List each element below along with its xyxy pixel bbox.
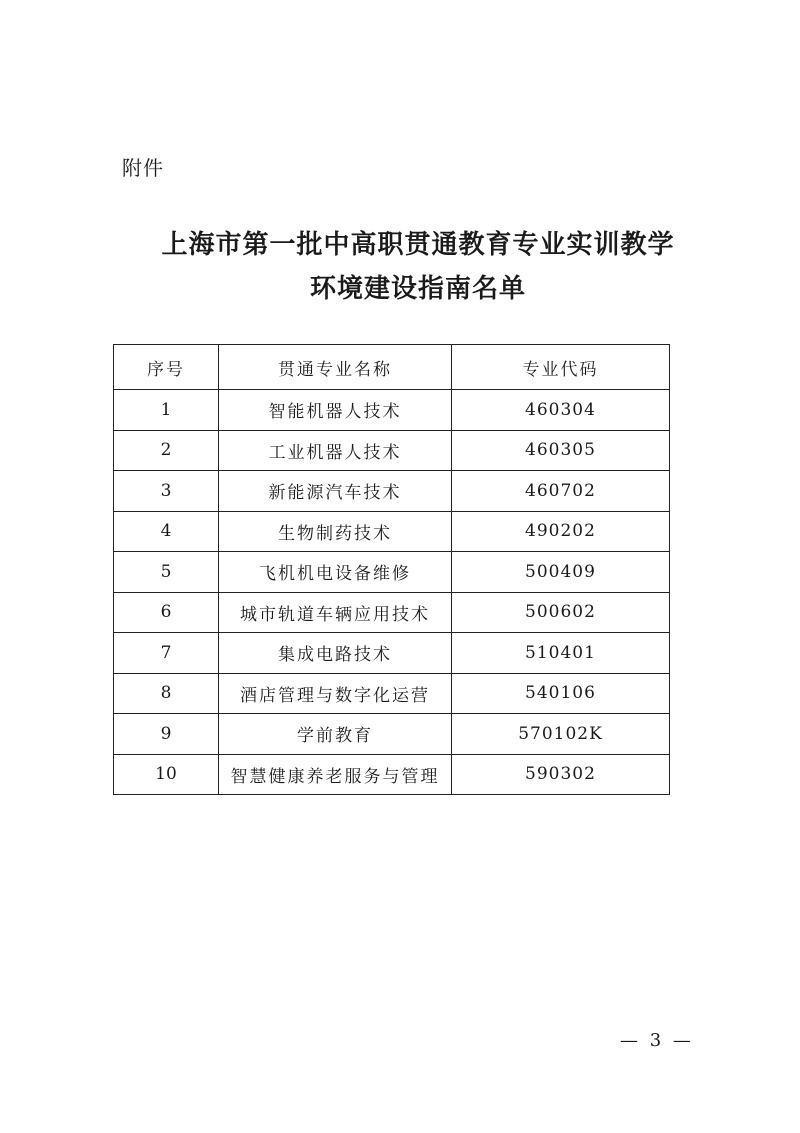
table-row (114, 673, 670, 714)
table-row (114, 714, 670, 755)
row-major-name: 城市轨道车辆应用技术 (219, 592, 452, 633)
row-major-code: 490202 (452, 511, 670, 552)
row-major-name: 工业机器人技术 (219, 430, 452, 471)
document-title-line-1: 上海市第一批中高职贯通教育专业实训教学 (161, 230, 675, 260)
row-major-name: 飞机机电设备维修 (219, 552, 452, 593)
row-index: 8 (114, 673, 219, 714)
table-row (114, 592, 670, 633)
row-major-name: 酒店管理与数字化运营 (219, 673, 452, 714)
table-row (114, 430, 670, 471)
row-major-name: 学前教育 (219, 714, 452, 755)
row-major-code: 460305 (452, 430, 670, 471)
table-header-row (114, 345, 670, 390)
row-major-code: 510401 (452, 633, 670, 674)
row-index: 1 (114, 390, 219, 431)
row-major-name: 智慧健康养老服务与管理 (219, 754, 452, 795)
table-row (114, 471, 670, 512)
header-major-code: 专业代码 (452, 345, 670, 390)
row-major-name: 集成电路技术 (219, 633, 452, 674)
page-number: — 3 — (620, 1030, 694, 1051)
table-row (114, 754, 670, 795)
table-row (114, 390, 670, 431)
row-index: 9 (114, 714, 219, 755)
row-index: 4 (114, 511, 219, 552)
row-index: 7 (114, 633, 219, 674)
document-title-line-2: 环境建设指南名单 (309, 274, 526, 304)
table-row (114, 511, 670, 552)
row-major-code: 460702 (452, 471, 670, 512)
row-major-code: 590302 (452, 754, 670, 795)
row-index: 5 (114, 552, 219, 593)
row-major-code: 500602 (452, 592, 670, 633)
row-major-name: 生物制药技术 (219, 511, 452, 552)
row-major-code: 460304 (452, 390, 670, 431)
table-row (114, 633, 670, 674)
row-index: 3 (114, 471, 219, 512)
row-major-code: 500409 (452, 552, 670, 593)
row-index: 10 (114, 754, 219, 795)
row-major-code: 570102K (452, 714, 670, 755)
attachment-label: 附件 (122, 156, 164, 180)
row-major-name: 新能源汽车技术 (219, 471, 452, 512)
row-major-name: 智能机器人技术 (219, 390, 452, 431)
row-major-code: 540106 (452, 673, 670, 714)
majors-table (113, 344, 670, 795)
header-index: 序号 (114, 345, 219, 390)
row-index: 2 (114, 430, 219, 471)
row-index: 6 (114, 592, 219, 633)
header-major-name: 贯通专业名称 (219, 345, 452, 390)
table-row (114, 552, 670, 593)
